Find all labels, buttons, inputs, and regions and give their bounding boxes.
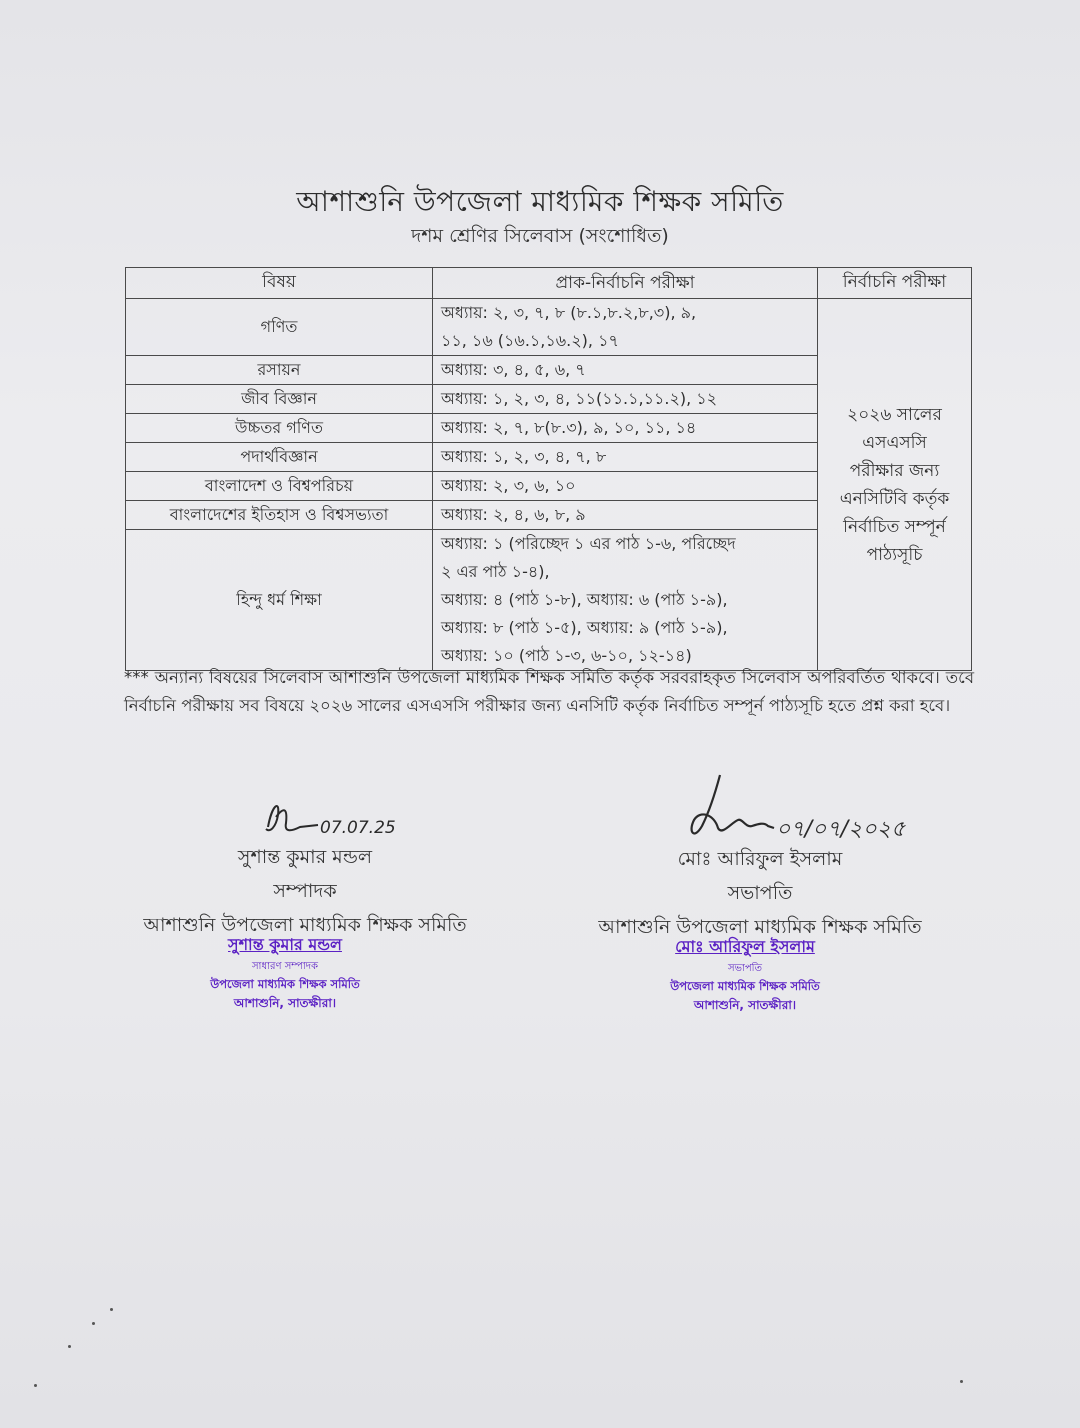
chapters-cell bbox=[433, 299, 818, 356]
paper-speck bbox=[68, 1345, 71, 1348]
document-subtitle: দশম শ্রেণির সিলেবাস (সংশোধিত) bbox=[411, 225, 669, 247]
final-exam-line: এনসিটিবি কর্তৃক bbox=[839, 488, 950, 509]
subject-cell: গণিত bbox=[126, 299, 433, 356]
final-exam-line: পাঠ্যসূচি bbox=[866, 544, 923, 565]
paper-speck bbox=[110, 1308, 113, 1311]
left-stamp-org: উপজেলা মাধ্যমিক শিক্ষক সমিতি bbox=[210, 977, 360, 991]
subject-cell: পদার্থবিজ্ঞান bbox=[126, 443, 433, 472]
right-signatory bbox=[560, 842, 960, 944]
chapters-line: অধ্যায়: ৮ (পাঠ ১-৫), অধ্যায়: ৯ (পাঠ ১-৯), bbox=[441, 618, 728, 637]
left-signatory bbox=[110, 840, 500, 942]
chapters-cell bbox=[433, 530, 818, 671]
final-exam-line: পরীক্ষার জন্য bbox=[849, 460, 940, 481]
chapters-cell: অধ্যায়: ১, ২, ৩, ৪, ১১(১১.১,১১.২), ১২ bbox=[433, 385, 818, 414]
chapters-line: অধ্যায়: ১ (পরিচ্ছেদ ১ এর পাঠ ১-৬, পরিচ্ছেদ bbox=[441, 534, 736, 553]
left-signatory-role: সম্পাদক bbox=[273, 880, 337, 902]
header-subject: বিষয় bbox=[126, 268, 433, 299]
left-stamp-role: সাধারণ সম্পাদক bbox=[251, 961, 319, 972]
right-stamp-role: সভাপতি bbox=[727, 963, 763, 974]
chapters-cell: অধ্যায়: ১, ২, ৩, ৪, ৭, ৮ bbox=[433, 443, 818, 472]
final-exam-cell bbox=[818, 299, 972, 671]
syllabus-table bbox=[125, 267, 972, 671]
subject-cell: বাংলাদেশ ও বিশ্বপরিচয় bbox=[126, 472, 433, 501]
right-stamp-place: আশাশুনি, সাতক্ষীরা। bbox=[693, 998, 797, 1012]
right-stamp-name: মোঃ আরিফুল ইসলাম bbox=[675, 937, 815, 956]
final-exam-line: ২০২৬ সালের bbox=[847, 404, 942, 425]
chapters-line: অধ্যায়: ৪ (পাঠ ১-৮), অধ্যায়: ৬ (পাঠ ১-৯), bbox=[441, 590, 728, 609]
subject-cell: বাংলাদেশের ইতিহাস ও বিশ্বসভ্যতা bbox=[126, 501, 433, 530]
footnote: *** অন্যান্য বিষয়ের সিলেবাস আশাশুনি উপজেলা মাধ্যমিক শিক্ষক সমিতি কর্তৃক সরবরাহকৃত সিলেবাস অপরিবর্তিত থাকবে। তবে নির্বাচনি পরীক্ষায় সব বিষয়ে ২০২৬ সালের এসএসসি পরীক্ষার জন্য এনসিটি কর্তৃক নির্বাচিত সম্পূর্ন পাঠ্যসূচি হতে প্রশ্ন করা হবে। bbox=[124, 668, 974, 715]
paper-speck bbox=[960, 1380, 963, 1383]
chapters-line: অধ্যায়: ২, ৩, ৭, ৮ (৮.১,৮.২,৮,৩), ৯, bbox=[441, 303, 697, 322]
header-pre-test: প্রাক-নির্বাচনি পরীক্ষা bbox=[433, 268, 818, 299]
table-row bbox=[126, 299, 972, 356]
left-stamp-name: সুশান্ত কুমার মন্ডল bbox=[228, 935, 342, 954]
table-header-row bbox=[126, 268, 972, 299]
subject-cell: জীব বিজ্ঞান bbox=[126, 385, 433, 414]
left-signature-date: 07.07.25 bbox=[320, 818, 396, 838]
right-signatory-role: সভাপতি bbox=[727, 882, 793, 904]
left-stamp bbox=[190, 932, 380, 1015]
right-stamp bbox=[650, 934, 840, 1017]
right-signature bbox=[680, 770, 960, 850]
chapters-line: অধ্যায়: ১০ (পাঠ ১-৩, ৬-১০, ১২-১৪) bbox=[441, 646, 692, 665]
document-title: আশাশুনি উপজেলা মাধ্যমিক শিক্ষক সমিতি bbox=[296, 185, 784, 218]
paper-speck bbox=[92, 1322, 95, 1325]
header-test: নির্বাচনি পরীক্ষা bbox=[818, 268, 972, 299]
subject-cell: হিন্দু ধর্ম শিক্ষা bbox=[126, 530, 433, 671]
chapters-cell: অধ্যায়: ২, ৭, ৮(৮.৩), ৯, ১০, ১১, ১৪ bbox=[433, 414, 818, 443]
final-exam-line: নির্বাচিত সম্পূর্ন bbox=[843, 516, 946, 537]
chapters-cell: অধ্যায়: ২, ৪, ৬, ৮, ৯ bbox=[433, 501, 818, 530]
left-signatory-org: আশাশুনি উপজেলা মাধ্যমিক শিক্ষক সমিতি bbox=[143, 914, 467, 936]
chapters-cell: অধ্যায়: ২, ৩, ৬, ১০ bbox=[433, 472, 818, 501]
chapters-cell: অধ্যায়: ৩, ৪, ৫, ৬, ৭ bbox=[433, 356, 818, 385]
paper-speck bbox=[34, 1384, 37, 1387]
right-signatory-name: মোঃ আরিফুল ইসলাম bbox=[677, 848, 843, 870]
left-signatory-name: সুশান্ত কুমার মন্ডল bbox=[237, 846, 373, 868]
right-signature-date: ০৭/০৭/২০২৫ bbox=[776, 817, 906, 842]
chapters-line: ২ এর পাঠ ১-৪), bbox=[441, 562, 550, 581]
subject-cell: উচ্চতর গণিত bbox=[126, 414, 433, 443]
left-signature bbox=[258, 797, 418, 845]
subject-cell: রসায়ন bbox=[126, 356, 433, 385]
final-exam-line: এসএসসি bbox=[862, 432, 927, 453]
chapters-line: ১১, ১৬ (১৬.১,১৬.২), ১৭ bbox=[441, 331, 619, 350]
right-stamp-org: উপজেলা মাধ্যমিক শিক্ষক সমিতি bbox=[670, 979, 820, 993]
right-signatory-org: আশাশুনি উপজেলা মাধ্যমিক শিক্ষক সমিতি bbox=[598, 916, 922, 938]
left-stamp-place: আশাশুনি, সাতক্ষীরা। bbox=[233, 996, 337, 1010]
